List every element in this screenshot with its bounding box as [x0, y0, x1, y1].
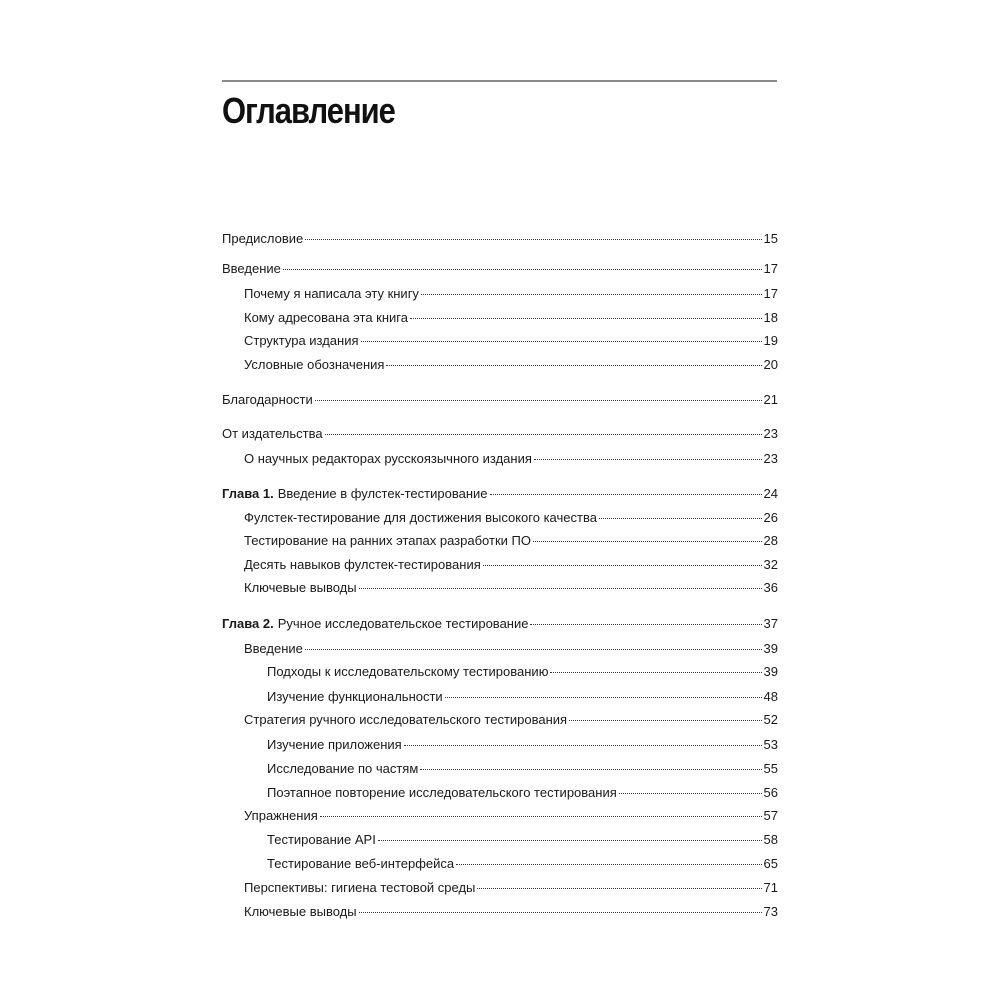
toc-entry[interactable]	[222, 759, 778, 779]
toc-entry-text: Благодарности	[222, 392, 313, 407]
toc-entry-text: Введение в фулстек-тестирование	[277, 486, 488, 501]
toc-entry-text: Введение	[222, 261, 281, 276]
page-title: Оглавление	[222, 90, 395, 131]
toc-entry[interactable]	[222, 902, 778, 922]
toc-entry[interactable]	[222, 229, 778, 249]
dot-leader	[420, 769, 761, 770]
toc-entry-title	[267, 687, 443, 707]
toc-entry-title	[244, 710, 567, 730]
dot-leader	[404, 745, 762, 746]
dot-leader	[359, 588, 762, 589]
dot-leader	[599, 518, 762, 519]
dot-leader	[386, 365, 761, 366]
toc-page-number: 39	[763, 664, 778, 679]
dot-leader	[569, 720, 761, 721]
toc-entry-text: Исследование по частям	[267, 761, 419, 776]
toc-entry-text: Ключевые выводы	[244, 580, 357, 595]
toc-entry-title	[244, 639, 303, 659]
toc-entry-text: От издательства	[222, 426, 323, 441]
toc-entry-title	[244, 449, 532, 469]
toc-entry-text: Изучение функциональности	[267, 689, 443, 704]
toc-entry-title	[222, 390, 313, 410]
toc-page-number: 48	[763, 689, 778, 704]
toc-entry-text: Изучение приложения	[267, 737, 402, 752]
toc-page-number: 37	[763, 616, 778, 631]
toc-entry[interactable]	[222, 878, 778, 898]
toc-entry[interactable]	[222, 854, 778, 874]
toc-page-number: 20	[763, 357, 778, 372]
toc-page-number: 53	[763, 737, 778, 752]
dot-leader	[378, 840, 762, 841]
toc-entry[interactable]	[222, 424, 778, 444]
toc-page-number: 52	[763, 712, 778, 727]
toc-page-number: 17	[763, 286, 778, 301]
toc-entry-title	[267, 735, 402, 755]
toc-entry-title	[267, 783, 617, 803]
toc-entry-title	[244, 284, 419, 304]
toc-page-number: 56	[763, 785, 778, 800]
toc-entry-text: Предисловие	[222, 231, 304, 246]
toc-page-number: 65	[763, 856, 778, 871]
toc-entry[interactable]	[222, 508, 778, 528]
toc-entry[interactable]	[222, 484, 778, 504]
dot-leader	[320, 816, 762, 817]
toc-page-number: 55	[763, 761, 778, 776]
toc-entry-text: Ключевые выводы	[244, 904, 357, 919]
toc-entry-title	[244, 578, 357, 598]
dot-leader	[490, 494, 762, 495]
dot-leader	[305, 239, 761, 240]
toc-page-number: 71	[763, 880, 778, 895]
dot-leader	[534, 459, 762, 460]
dot-leader	[550, 672, 761, 673]
toc-entry[interactable]	[222, 578, 778, 598]
toc-entry-title	[222, 259, 281, 279]
dot-leader	[410, 318, 762, 319]
toc-entry[interactable]	[222, 531, 778, 551]
header-rule	[222, 80, 777, 82]
toc-entry-text: Фулстек-тестирование для достижения высокого качества	[244, 510, 597, 525]
toc-entry[interactable]	[222, 390, 778, 410]
toc-entry[interactable]	[222, 355, 778, 375]
dot-leader	[619, 793, 762, 794]
dot-leader	[445, 697, 762, 698]
toc-entry[interactable]	[222, 308, 778, 328]
toc-entry-title	[244, 355, 384, 375]
dot-leader	[325, 434, 762, 435]
toc-entry[interactable]	[222, 449, 778, 469]
toc-entry-text: Тестирование на ранних этапах разработки ПО	[244, 533, 531, 548]
toc-entry-title	[244, 531, 531, 551]
toc-entry-title	[244, 308, 408, 328]
toc-entry[interactable]	[222, 687, 778, 707]
toc-entry-title	[244, 555, 481, 575]
toc-page-number: 21	[763, 392, 778, 407]
toc-page-number: 58	[763, 832, 778, 847]
toc-page-number: 18	[763, 310, 778, 325]
toc-entry[interactable]	[222, 830, 778, 850]
toc-entry[interactable]	[222, 614, 778, 634]
toc-entry-title	[222, 229, 303, 249]
toc-entry-title	[267, 830, 376, 850]
toc-entry-title	[244, 508, 597, 528]
toc-page-number: 19	[763, 333, 778, 348]
toc-entry-text: Ручное исследовательское тестирование	[277, 616, 529, 631]
toc-entry-title	[244, 331, 359, 351]
toc-entry-title	[222, 614, 528, 634]
toc-entry[interactable]	[222, 662, 778, 682]
toc-page-number: 32	[763, 557, 778, 572]
toc-entry[interactable]	[222, 331, 778, 351]
dot-leader	[477, 888, 761, 889]
toc-page-number: 17	[763, 261, 778, 276]
toc-entry[interactable]	[222, 806, 778, 826]
toc-entry-title	[267, 759, 418, 779]
toc-entry-text: О научных редакторах русскоязычного издания	[244, 451, 532, 466]
toc-entry-text: Кому адресована эта книга	[244, 310, 408, 325]
toc-page-number: 57	[763, 808, 778, 823]
dot-leader	[530, 624, 761, 625]
toc-entry-title	[244, 878, 475, 898]
toc-page-number: 28	[763, 533, 778, 548]
toc-page-number: 39	[763, 641, 778, 656]
toc-page-number: 23	[763, 426, 778, 441]
toc-entry-text: Структура издания	[244, 333, 359, 348]
toc-entry-title	[244, 806, 318, 826]
dot-leader	[421, 294, 762, 295]
toc-entry-title	[244, 902, 357, 922]
toc-entry[interactable]	[222, 284, 778, 304]
toc-entry-text: Перспективы: гигиена тестовой среды	[244, 880, 476, 895]
dot-leader	[361, 341, 762, 342]
toc-entry-text: Введение	[244, 641, 303, 656]
toc-page-number: 73	[763, 904, 778, 919]
dot-leader	[283, 269, 762, 270]
toc-page-number: 23	[763, 451, 778, 466]
chapter-label: Глава 1.	[222, 486, 274, 501]
toc-entry-text: Стратегия ручного исследовательского тестирования	[244, 712, 568, 727]
toc-entry-title	[267, 854, 454, 874]
toc-entry-text: Условные обозначения	[244, 357, 385, 372]
toc-entry-text: Упражнения	[244, 808, 318, 823]
toc-entry[interactable]	[222, 555, 778, 575]
toc-entry-title	[267, 662, 548, 682]
toc-entry[interactable]	[222, 710, 778, 730]
toc-entry[interactable]	[222, 783, 778, 803]
dot-leader	[533, 541, 762, 542]
toc-entry[interactable]	[222, 735, 778, 755]
toc-entry-text: Тестирование API	[267, 832, 376, 847]
toc-entry-text: Десять навыков фулстек-тестирования	[244, 557, 481, 572]
dot-leader	[315, 400, 762, 401]
toc-entry[interactable]	[222, 259, 778, 279]
toc-entry-text: Почему я написала эту книгу	[244, 286, 419, 301]
toc-page-number: 15	[763, 231, 778, 246]
toc-entry-text: Тестирование веб-интерфейса	[267, 856, 455, 871]
dot-leader	[305, 649, 762, 650]
toc-entry-text: Подходы к исследовательскому тестированию	[267, 664, 549, 679]
toc-entry[interactable]	[222, 639, 778, 659]
toc-page-number: 24	[763, 486, 778, 501]
toc-page-number: 36	[763, 580, 778, 595]
dot-leader	[483, 565, 762, 566]
dot-leader	[359, 912, 762, 913]
toc-page-number: 26	[763, 510, 778, 525]
toc-entry-title	[222, 424, 323, 444]
toc-entry-title	[222, 484, 488, 504]
dot-leader	[456, 864, 761, 865]
toc-entry-text: Поэтапное повторение исследовательского тестирования	[267, 785, 617, 800]
chapter-label: Глава 2.	[222, 616, 274, 631]
